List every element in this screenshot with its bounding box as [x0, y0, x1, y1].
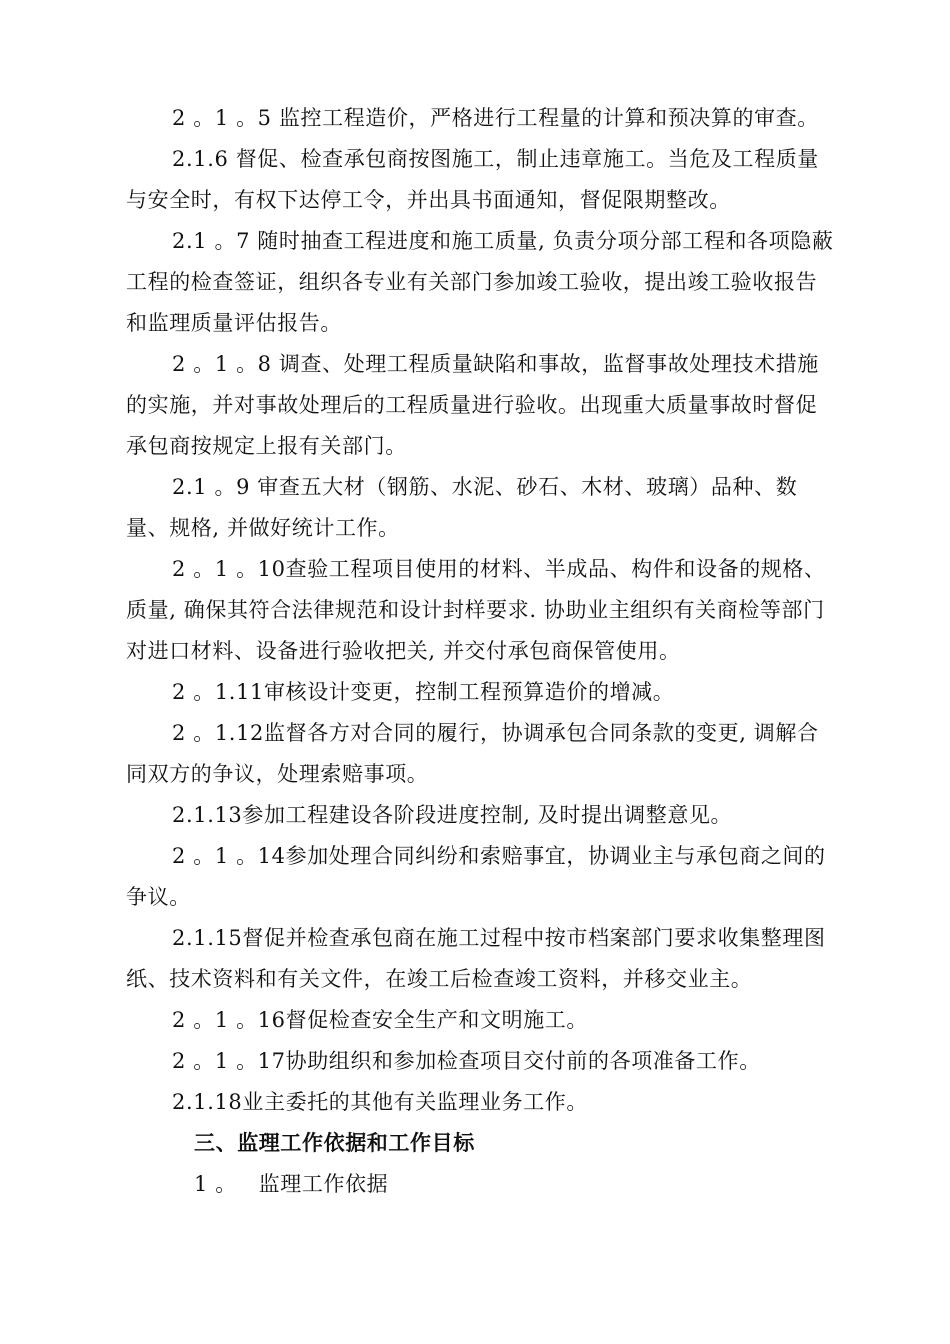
paragraph-2-1-6: 2.1.6 督促、检查承包商按图施工，制止违章施工。当危及工程质量与安全时，有权下达停工令，并出具书面通知，督促限期整改。: [126, 147, 819, 212]
paragraph-2-1-15: 2.1.15督促并检查承包商在施工过程中按市档案部门要求收集整理图纸、技术资料和有关文件，在竣工后检查竣工资料，并移交业主。: [126, 926, 826, 991]
paragraph-2-1-18: 2.1.18业主委托的其他有关监理业务工作。: [172, 1090, 588, 1114]
paragraph-2-1-17: 2 。1 。17协助组织和参加检查项目交付前的各项准备工作。: [172, 1049, 761, 1073]
paragraph-2-1-16: 2 。1 。16督促检查安全生产和文明施工。: [172, 1008, 588, 1032]
sub-heading: 1 。 监理工作依据: [194, 1172, 389, 1196]
paragraph-2-1-5: 2 。1 。5 监控工程造价，严格进行工程量的计算和预决算的审查。: [172, 106, 819, 130]
paragraph-2-1-11: 2 。1.11审核设计变更，控制工程预算造价的增减。: [172, 680, 675, 704]
section-heading: 三、监理工作依据和工作目标: [194, 1131, 475, 1155]
paragraph-2-1-13: 2.1.13参加工程建设各阶段进度控制, 及时提出调整意见。: [172, 803, 733, 827]
paragraph-2-1-12: 2 。1.12监督各方对合同的履行，协调承包合同条款的变更, 调解合同双方的争议，处理索赔事项。: [126, 721, 819, 786]
paragraph-2-1-9: 2.1 。9 审查五大材（钢筋、水泥、砂石、木材、玻璃）品种、数量、规格, 并做好统计工作。: [126, 475, 798, 540]
paragraph-2-1-7: 2.1 。7 随时抽查工程进度和施工质量, 负责分项分部工程和各项隐蔽工程的检查签证，组织各专业有关部门参加竣工验收，提出竣工验收报告和监理质量评估报告。: [126, 229, 834, 335]
paragraph-2-1-8: 2 。1 。8 调查、处理工程质量缺陷和事故，监督事故处理技术措施的实施，并对事故处理后的工程质量进行验收。出现重大质量事故时督促承包商按规定上报有关部门。: [126, 352, 819, 458]
paragraph-2-1-14: 2 。1 。14参加处理合同纠纷和索赔事宜，协调业主与承包商之间的争议。: [126, 844, 826, 909]
paragraph-2-1-10: 2 。1 。10查验工程项目使用的材料、半成品、构件和设备的规格、质量, 确保其符合法律规范和设计封样要求. 协助业主组织有关商检等部门对进口材料、设备进行验收把关, 并交付承包商保管使用。: [126, 557, 826, 663]
document-body: [126, 98, 838, 1205]
